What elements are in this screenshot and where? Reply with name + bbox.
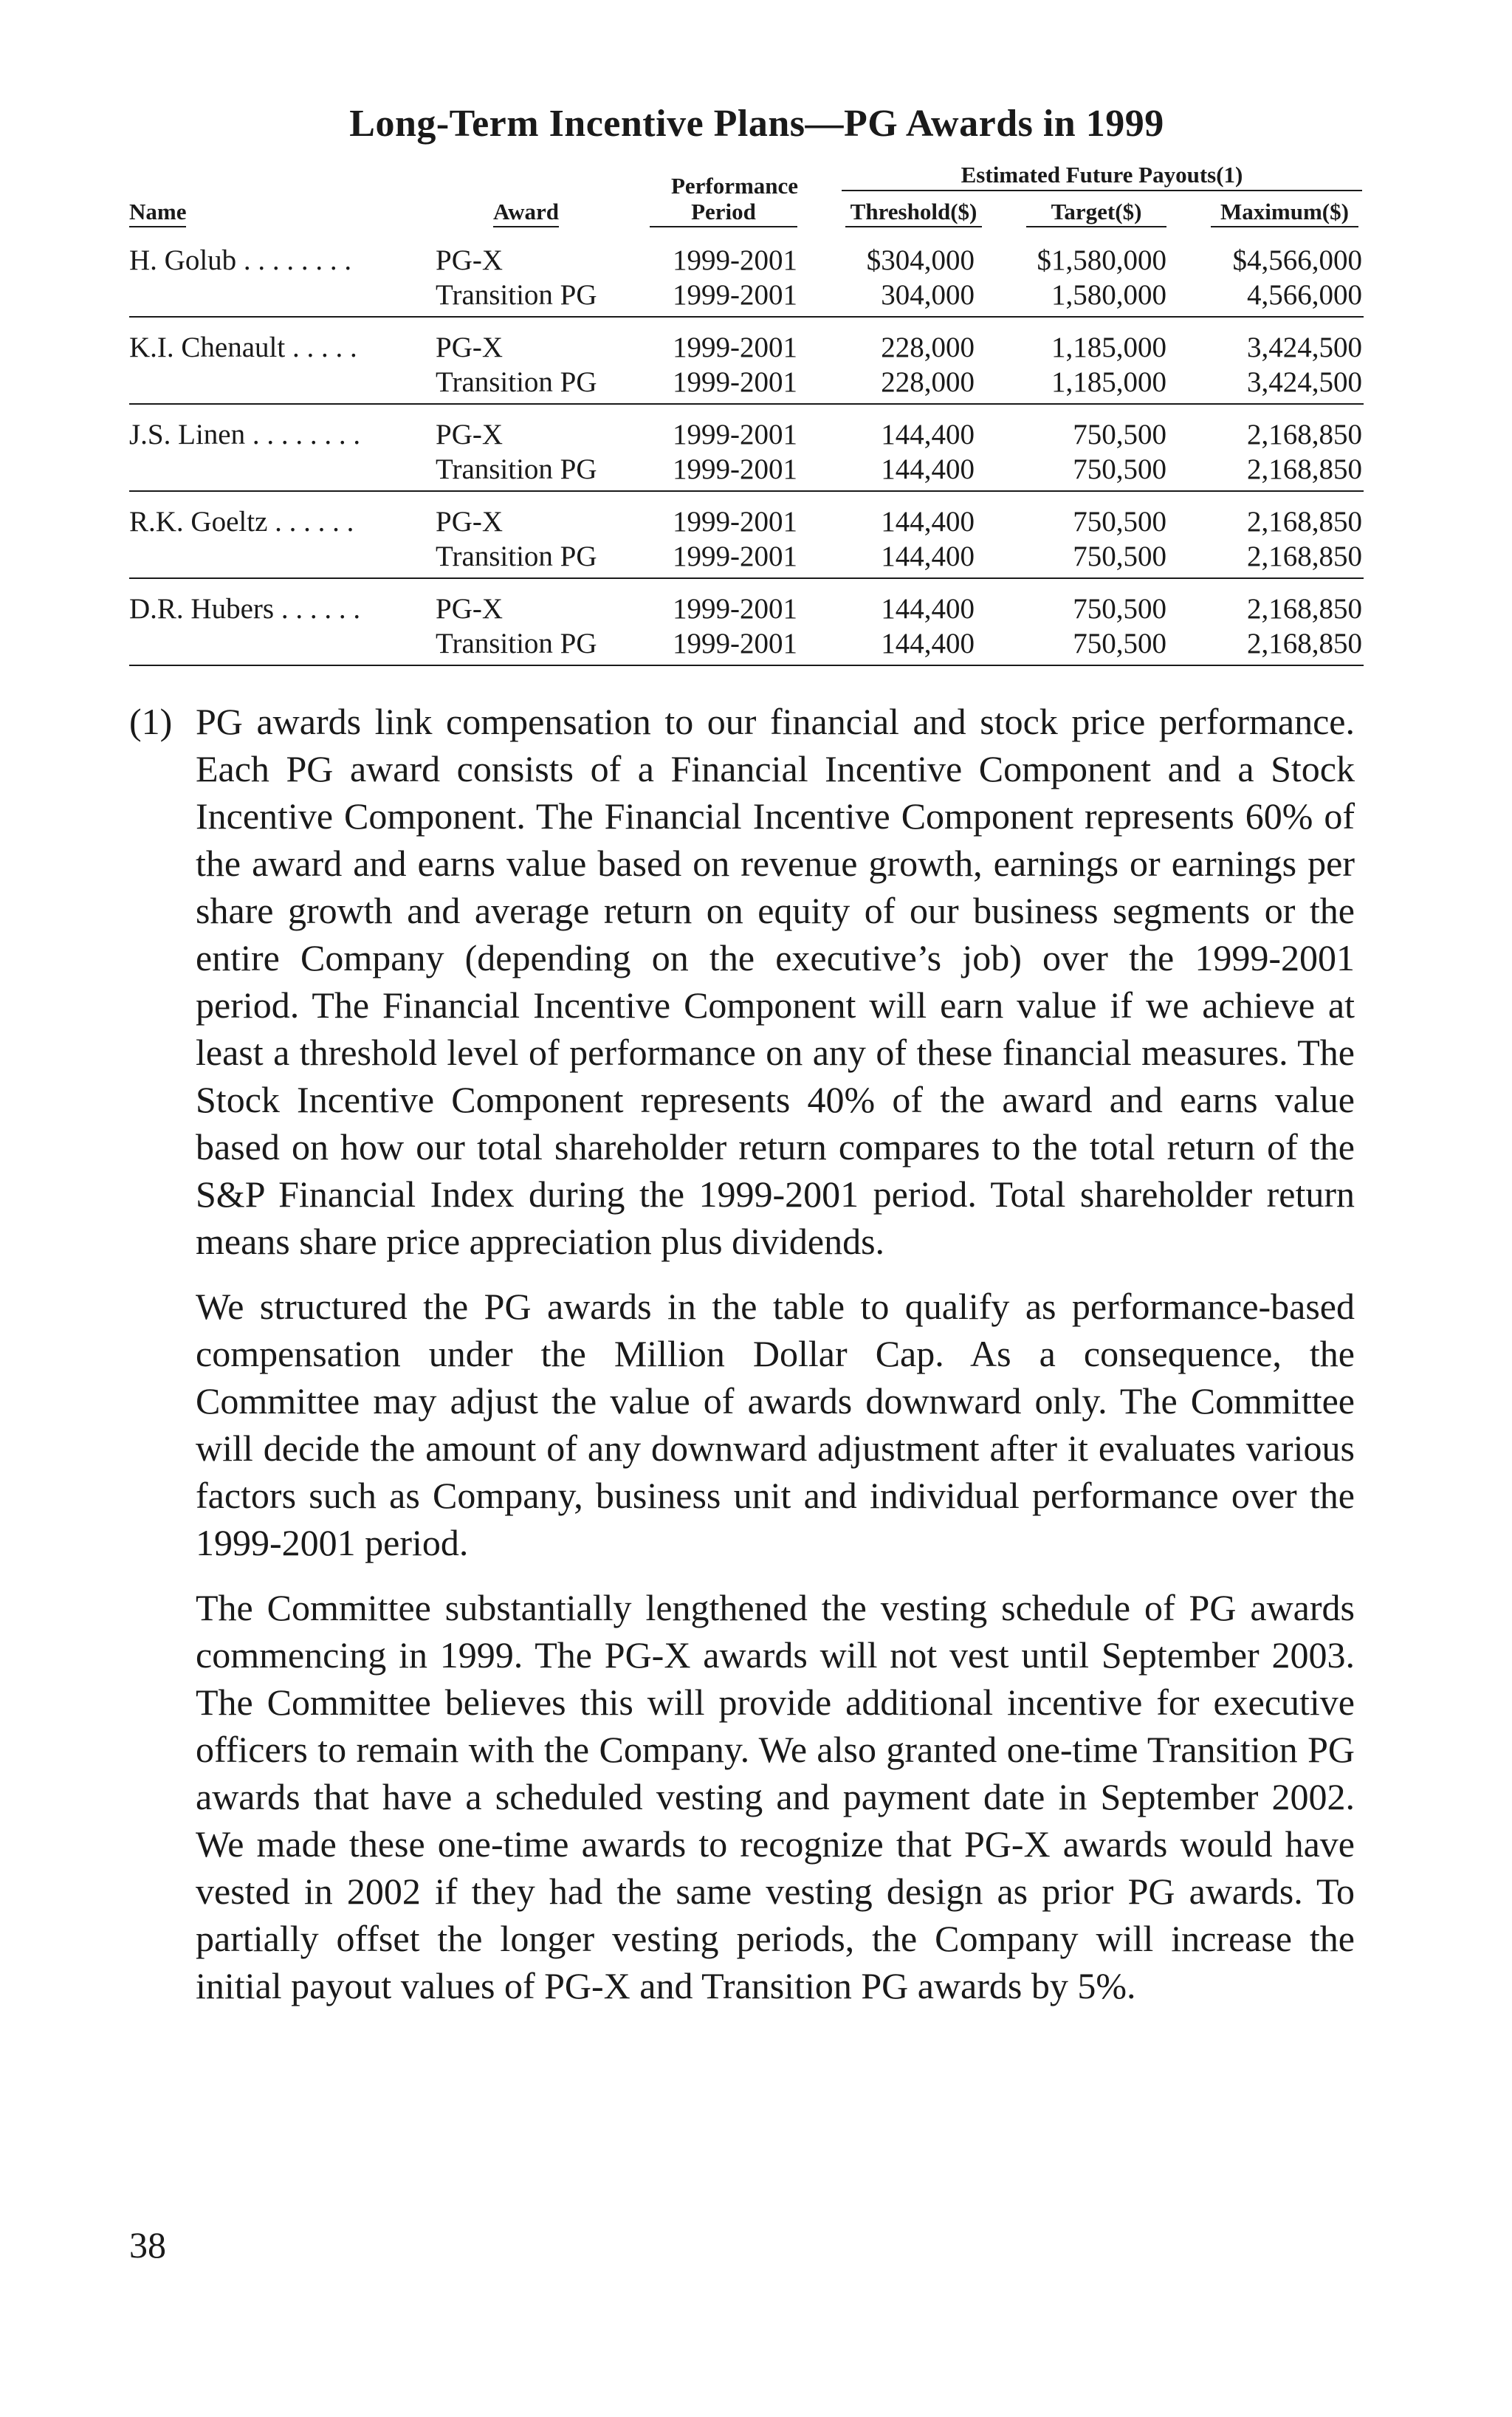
cell-threshold: 144,400	[881, 541, 975, 572]
footnote-body	[196, 698, 1355, 2027]
cell-target: $1,580,000	[1037, 244, 1166, 276]
cell-target: 1,185,000	[1051, 332, 1166, 363]
cell-maximum: 3,424,500	[1247, 332, 1362, 363]
cell-target: 750,500	[1073, 453, 1166, 485]
cell-award: Transition PG	[436, 279, 597, 311]
cell-target: 750,500	[1073, 419, 1166, 450]
cell-award: PG-X	[436, 332, 504, 363]
cell-target: 750,500	[1073, 506, 1166, 538]
cell-period: 1999-2001	[673, 541, 797, 572]
group-header-rule	[842, 190, 1362, 191]
executive-name: D.R. Hubers . . . . . .	[129, 593, 361, 625]
footnote-paragraph: We structured the PG awards in the table to qualify as performance-based compensation under the Million Dollar Cap. As a consequence, the Committee may adjust the value of awards downward only. The Committee will decide the amount of any downward adjustment after it evaluates various factors such as Company, business unit and individual performance over the 1999-2001 period.	[196, 1286, 1355, 1563]
executive-name: R.K. Goeltz . . . . . .	[129, 506, 354, 538]
executive-name: H. Golub . . . . . . . .	[129, 244, 352, 276]
header-name: Name	[129, 199, 186, 227]
row-group-divider	[129, 490, 1364, 492]
cell-award: PG-X	[436, 244, 504, 276]
cell-award: Transition PG	[436, 541, 597, 572]
executive-name: J.S. Linen . . . . . . . .	[129, 419, 361, 450]
cell-maximum: 2,168,850	[1247, 506, 1362, 538]
cell-threshold: 144,400	[881, 453, 975, 485]
footnote-paragraph: The Committee substantially lengthened the vesting schedule of PG awards commencing in 1999. The PG-X awards will not vest until September 2003. The Committee believes this will provide additional incentive for executive officers to remain with the Company. We also granted one-time Transition PG awards that have a scheduled vesting and payment date in September 2002. We made these one-time awards to recognize that PG-X awards would have vested in 2002 if they had the same vesting design as prior PG awards. To partially offset the longer vesting periods, the Company will increase the initial payout values of PG-X and Transition PG awards by 5%.	[196, 1587, 1355, 2006]
cell-period: 1999-2001	[673, 593, 797, 625]
header-performance-line1: Performance	[670, 173, 799, 199]
cell-maximum: 3,424,500	[1247, 366, 1362, 398]
cell-award: PG-X	[436, 593, 504, 625]
footnote-label: (1)	[129, 701, 173, 742]
cell-period: 1999-2001	[673, 628, 797, 659]
cell-target: 750,500	[1073, 628, 1166, 659]
cell-target: 750,500	[1073, 593, 1166, 625]
cell-award: PG-X	[436, 419, 504, 450]
cell-threshold: 228,000	[881, 366, 975, 398]
executive-name: K.I. Chenault . . . . .	[129, 332, 357, 363]
cell-target: 750,500	[1073, 541, 1166, 572]
header-performance-period: Period	[650, 199, 797, 227]
row-group-divider	[129, 403, 1364, 405]
header-threshold: Threshold($)	[845, 199, 982, 227]
header-award: Award	[493, 199, 559, 227]
cell-target: 1,185,000	[1051, 366, 1166, 398]
cell-award: Transition PG	[436, 628, 597, 659]
cell-maximum: 4,566,000	[1247, 279, 1362, 311]
cell-period: 1999-2001	[673, 332, 797, 363]
cell-threshold: 228,000	[881, 332, 975, 363]
cell-threshold: 304,000	[881, 279, 975, 311]
cell-award: PG-X	[436, 506, 504, 538]
cell-threshold: 144,400	[881, 419, 975, 450]
cell-period: 1999-2001	[673, 366, 797, 398]
row-group-divider	[129, 665, 1364, 666]
cell-maximum: 2,168,850	[1247, 628, 1362, 659]
row-group-divider	[129, 316, 1364, 318]
footnote-paragraph: PG awards link compensation to our financial and stock price performance. Each PG award consists of a Financial Incentive Component and a Stock Incentive Component. The Financial Incentive Component represents 60% of the award and earns value based on revenue growth, earnings or earnings per share growth and average return on equity of our business segments or the entire Company (depending on the executive’s job) over the 1999-2001 period. The Financial Incentive Component will earn value if we achieve at least a threshold level of performance on any of these financial measures. The Stock Incentive Component represents 40% of the award and earns value based on how our total shareholder return compares to the total return of the S&P Financial Index during the 1999-2001 period. Total shareholder return means share price appreciation plus dividends.	[196, 701, 1355, 1262]
cell-maximum: 2,168,850	[1247, 419, 1362, 450]
cell-period: 1999-2001	[673, 453, 797, 485]
page-number: 38	[129, 2224, 166, 2266]
cell-award: Transition PG	[436, 453, 597, 485]
cell-threshold: $304,000	[866, 244, 975, 276]
cell-target: 1,580,000	[1051, 279, 1166, 311]
cell-threshold: 144,400	[881, 628, 975, 659]
header-target: Target($)	[1026, 199, 1166, 227]
row-group-divider	[129, 577, 1364, 579]
cell-period: 1999-2001	[673, 279, 797, 311]
cell-maximum: $4,566,000	[1232, 244, 1362, 276]
header-maximum: Maximum($)	[1211, 199, 1358, 227]
cell-maximum: 2,168,850	[1247, 541, 1362, 572]
cell-threshold: 144,400	[881, 593, 975, 625]
cell-period: 1999-2001	[673, 244, 797, 276]
cell-period: 1999-2001	[673, 419, 797, 450]
group-header-estimated-payouts: Estimated Future Payouts(1)	[961, 162, 1243, 188]
cell-award: Transition PG	[436, 366, 597, 398]
cell-maximum: 2,168,850	[1247, 453, 1362, 485]
page-title: Long-Term Incentive Plans—PG Awards in 1999	[349, 103, 1164, 145]
cell-threshold: 144,400	[881, 506, 975, 538]
cell-maximum: 2,168,850	[1247, 593, 1362, 625]
cell-period: 1999-2001	[673, 506, 797, 538]
